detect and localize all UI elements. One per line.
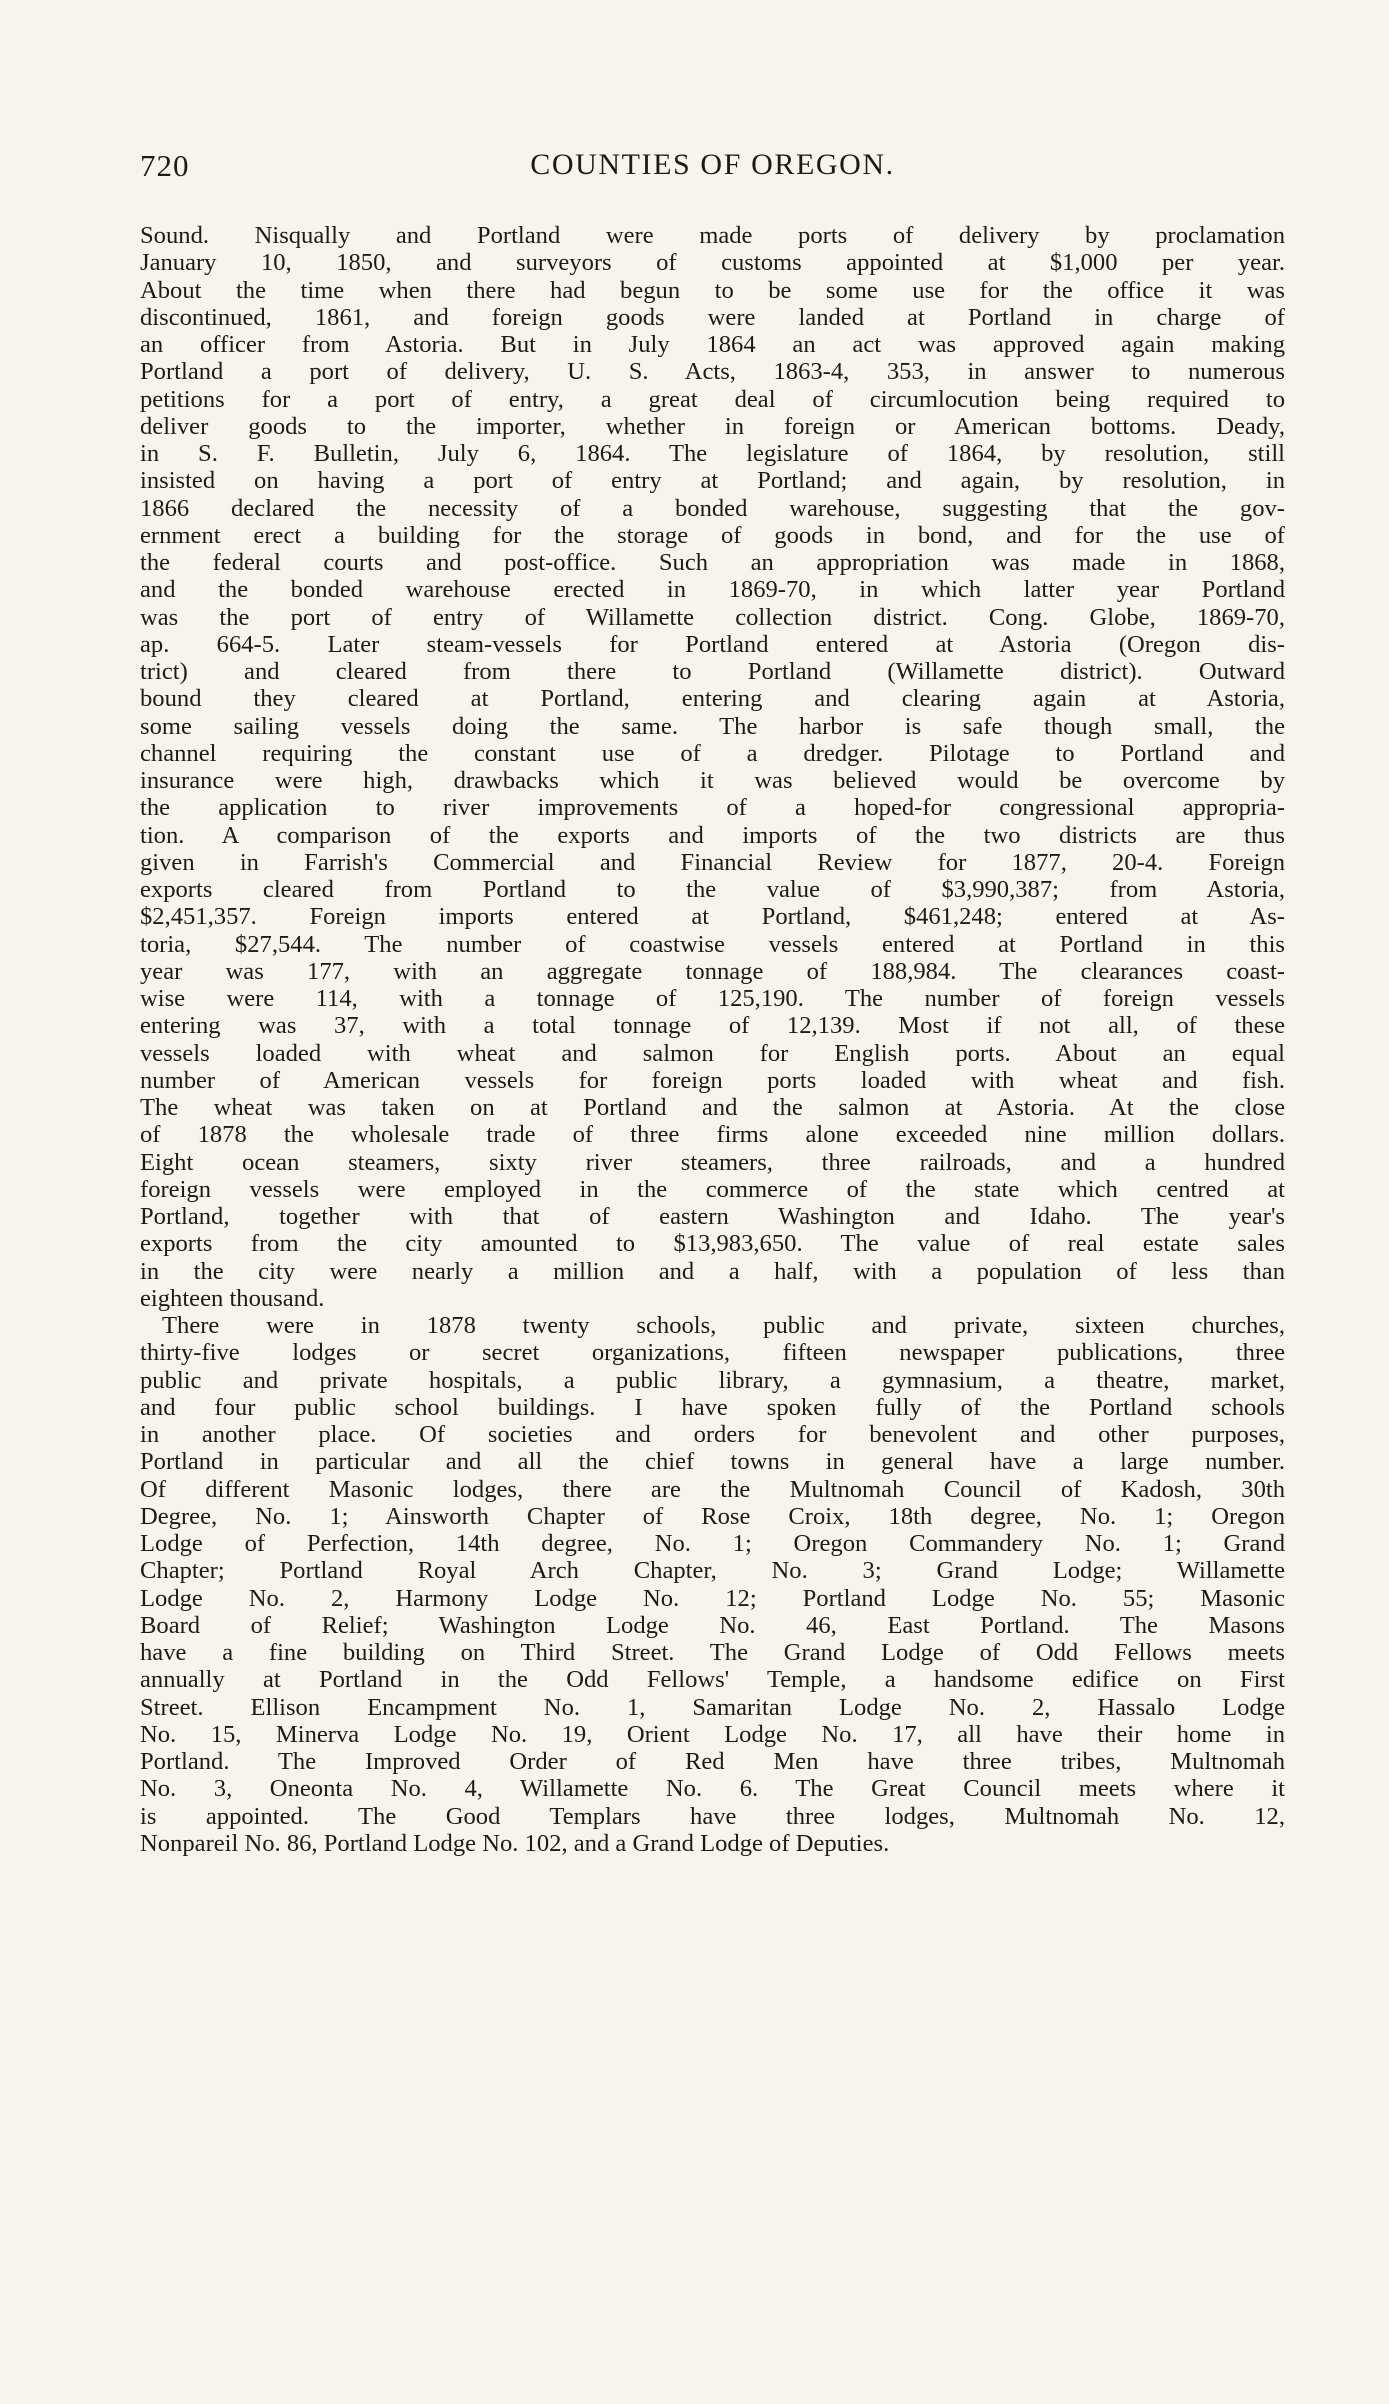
page-header — [140, 140, 1285, 196]
text-line: an officer from Astoria. But in July 1864 an act was approved again making — [140, 331, 1285, 358]
text-line: insurance were high, drawbacks which it was believed would be overcome by — [140, 767, 1285, 794]
text-line: given in Farrish's Commercial and Financial Review for 1877, 20-4. Foreign — [140, 848, 1285, 876]
text-line: entering was 37, with a total tonnage of 12,139. Most if not all, of these — [140, 1012, 1285, 1040]
text-line: The wheat was taken on at Portland and the salmon at Astoria. At the close — [140, 1094, 1285, 1121]
text-line: Sound. Nisqually and Portland were made ports of delivery by proclamation — [140, 222, 1285, 249]
text-line: Portland, together with that of eastern Washington and Idaho. The year's — [140, 1203, 1285, 1230]
text-line: Eight ocean steamers, sixty river steamers, three railroads, and a hundred — [140, 1148, 1285, 1176]
text-line: in the city were nearly a million and a half, with a population of less than — [140, 1257, 1285, 1285]
text-line: is appointed. The Good Templars have three lodges, Multnomah No. 12, — [140, 1802, 1285, 1830]
text-line: in S. F. Bulletin, July 6, 1864. The legislature of 1864, by resolution, still — [140, 440, 1285, 467]
text-line: year was 177, with an aggregate tonnage of 188,984. The clearances coast- — [140, 957, 1285, 985]
text-line: foreign vessels were employed in the commerce of the state which centred at — [140, 1175, 1285, 1203]
text-line: Portland in particular and all the chief towns in general have a large number. — [140, 1448, 1285, 1476]
text-line: Lodge of Perfection, 14th degree, No. 1; Oregon Commandery No. 1; Grand — [140, 1530, 1285, 1557]
running-title: COUNTIES OF OREGON. — [530, 148, 895, 181]
text-line: eighteen thousand. — [140, 1284, 325, 1312]
text-line: ap. 664-5. Later steam-vessels for Portland entered at Astoria (Oregon dis- — [140, 630, 1285, 658]
text-line: 1866 declared the necessity of a bonded warehouse, suggesting that the gov- — [140, 494, 1285, 522]
text-line: Lodge No. 2, Harmony Lodge No. 12; Portland Lodge No. 55; Masonic — [140, 1584, 1285, 1612]
text-line: No. 3, Oneonta No. 4, Willamette No. 6. The Great Council meets where it — [140, 1775, 1285, 1803]
text-line: exports cleared from Portland to the value of $3,990,387; from Astoria, — [140, 876, 1285, 903]
text-line: There were in 1878 twenty schools, public and private, sixteen churches, — [162, 1312, 1285, 1339]
text-line: Chapter; Portland Royal Arch Chapter, No. 3; Grand Lodge; Willamette — [140, 1557, 1285, 1585]
text-line: have a fine building on Third Street. The Grand Lodge of Odd Fellows meets — [140, 1639, 1285, 1666]
text-line: Of different Masonic lodges, there are the Multnomah Council of Kadosh, 30th — [140, 1475, 1285, 1503]
page-number: 720 — [140, 148, 190, 183]
text-line: Degree, No. 1; Ainsworth Chapter of Rose Croix, 18th degree, No. 1; Oregon — [140, 1502, 1285, 1530]
text-line: channel requiring the constant use of a dredger. Pilotage to Portland and — [140, 739, 1285, 767]
text-line: and the bonded warehouse erected in 1869-70, in which latter year Portland — [140, 576, 1285, 604]
text-line: January 10, 1850, and surveyors of customs appointed at $1,000 per year. — [140, 249, 1285, 277]
text-line: thirty-five lodges or secret organizations, fifteen newspaper publications, three — [140, 1339, 1285, 1367]
text-line: $2,451,357. Foreign imports entered at Portland, $461,248; entered at As- — [140, 903, 1285, 931]
text-line: About the time when there had begun to be some use for the office it was — [140, 276, 1285, 304]
body-text — [140, 222, 1285, 1857]
text-line: Board of Relief; Washington Lodge No. 46, East Portland. The Masons — [140, 1611, 1285, 1639]
text-line: ernment erect a building for the storage of goods in bond, and for the use of — [140, 521, 1285, 549]
text-line: some sailing vessels doing the same. The harbor is safe though small, the — [140, 712, 1285, 740]
text-line: the federal courts and post-office. Such an appropriation was made in 1868, — [140, 549, 1285, 576]
text-line: toria, $27,544. The number of coastwise vessels entered at Portland in this — [140, 930, 1285, 958]
text-line: deliver goods to the importer, whether in foreign or American bottoms. Deady, — [140, 412, 1285, 440]
text-line: in another place. Of societies and orders for benevolent and other purposes, — [140, 1421, 1285, 1448]
text-line: trict) and cleared from there to Portland (Willamette district). Outward — [140, 658, 1285, 685]
text-line: Portland. The Improved Order of Red Men have three tribes, Multnomah — [140, 1748, 1285, 1775]
paragraph-schools-and-lodges — [140, 1312, 1285, 1857]
text-line: insisted on having a port of entry at Portland; and again, by resolution, in — [140, 467, 1285, 495]
text-line: was the port of entry of Willamette collection district. Cong. Globe, 1869-70, — [140, 603, 1285, 631]
text-line: tion. A comparison of the exports and imports of the two districts are thus — [140, 821, 1285, 849]
text-line: exports from the city amounted to $13,983,650. The value of real estate sales — [140, 1230, 1285, 1258]
text-line: Portland a port of delivery, U. S. Acts, 1863-4, 353, in answer to numerous — [140, 358, 1285, 386]
text-line: bound they cleared at Portland, entering and clearing again at Astoria, — [140, 685, 1285, 713]
text-line: discontinued, 1861, and foreign goods were landed at Portland in charge of — [140, 303, 1285, 331]
paragraph-ports-and-trade — [140, 222, 1285, 1312]
text-line: of 1878 the wholesale trade of three firms alone exceeded nine million dollars. — [140, 1121, 1285, 1149]
text-line: wise were 114, with a tonnage of 125,190. The number of foreign vessels — [140, 985, 1285, 1012]
text-line: Nonpareil No. 86, Portland Lodge No. 102, and a Grand Lodge of Deputies. — [140, 1829, 890, 1857]
text-line: number of American vessels for foreign ports loaded with wheat and fish. — [140, 1066, 1285, 1094]
text-line: No. 15, Minerva Lodge No. 19, Orient Lodge No. 17, all have their home in — [140, 1720, 1285, 1748]
text-line: Street. Ellison Encampment No. 1, Samaritan Lodge No. 2, Hassalo Lodge — [140, 1693, 1285, 1721]
text-line: the application to river improvements of a hoped-for congressional appropria- — [140, 794, 1285, 822]
text-line: vessels loaded with wheat and salmon for English ports. About an equal — [140, 1039, 1285, 1067]
text-line: and four public school buildings. I have spoken fully of the Portland schools — [140, 1393, 1285, 1421]
text-line: petitions for a port of entry, a great deal of circumlocution being required to — [140, 385, 1285, 413]
text-line: public and private hospitals, a public library, a gymnasium, a theatre, market, — [140, 1366, 1285, 1394]
text-line: annually at Portland in the Odd Fellows' Temple, a handsome edifice on First — [140, 1666, 1285, 1694]
